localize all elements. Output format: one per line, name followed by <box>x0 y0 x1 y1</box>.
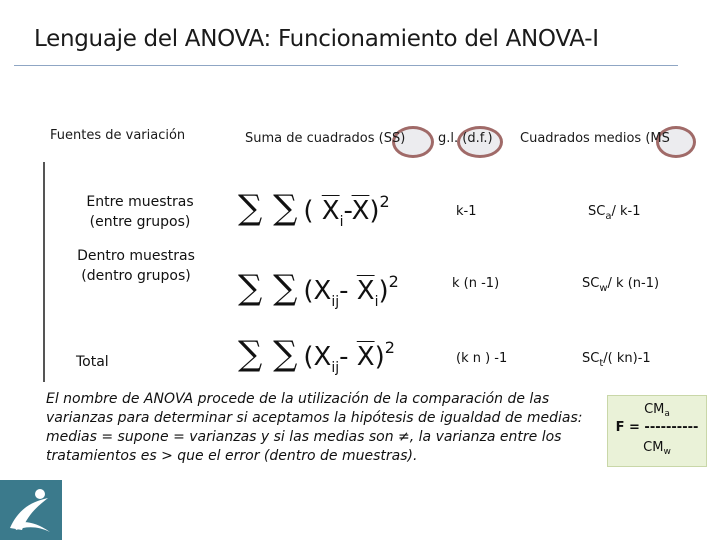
double-sum-symbol: ∑ ∑ <box>238 268 298 308</box>
ms-text: SC <box>582 276 600 291</box>
f-equals-line: F = ---------- <box>615 420 699 435</box>
formula-dentro <box>238 268 399 310</box>
formula-sub: ij <box>331 294 340 310</box>
formula-exp: 2 <box>384 338 395 357</box>
f-text: CM <box>644 402 665 417</box>
ms-text: / k-1 <box>611 204 641 219</box>
f-text: CM <box>643 440 664 455</box>
formula-sub: i <box>339 214 344 230</box>
title-divider <box>14 65 678 66</box>
formula-part: ) <box>374 342 385 372</box>
formula-part: - <box>339 276 357 306</box>
ms-sub: t <box>599 358 604 369</box>
institution-logo <box>0 480 62 540</box>
leaf-figure-icon <box>0 480 62 540</box>
formula-part: ( <box>303 196 322 226</box>
formula-sub: i <box>374 294 379 310</box>
formula-part: (X <box>303 342 332 372</box>
formula-part: - <box>343 196 352 226</box>
ms-dentro <box>582 276 659 294</box>
f-numerator <box>608 402 706 419</box>
f-sub: a <box>664 409 670 419</box>
row-label-line: Entre muestras <box>86 194 194 210</box>
header-cuadrados-medios: Cuadrados medios (MS <box>520 131 670 146</box>
f-denominator <box>608 440 706 457</box>
df-dentro: k (n -1) <box>452 276 500 291</box>
formula-exp: 2 <box>379 192 390 211</box>
ms-sub: a <box>605 211 612 222</box>
ms-entre <box>588 204 641 222</box>
formula-var: $\overline{X}$ <box>356 342 375 372</box>
df-entre: k-1 <box>456 204 477 219</box>
formula-var: $\overline{X}$ <box>356 276 375 306</box>
row-label-line: (entre grupos) <box>89 214 191 230</box>
header-fuentes: Fuentes de variación <box>50 128 186 143</box>
row-label-entre <box>70 192 210 232</box>
ms-sub: w <box>599 283 608 294</box>
row-label-total: Total <box>76 354 109 370</box>
df-total: (k n ) -1 <box>456 351 508 366</box>
row-label-line: Dentro muestras <box>77 248 195 264</box>
double-sum-symbol: ∑ ∑ <box>238 334 298 374</box>
table-left-border <box>43 162 45 382</box>
page-title: Lenguaje del ANOVA: Funcionamiento del ANOVA-I <box>34 26 599 52</box>
f-sub: w <box>663 447 671 457</box>
formula-var: $\overline{X}$ <box>351 196 370 226</box>
row-label-dentro <box>64 246 208 286</box>
ms-text: / k (n-1) <box>607 276 660 291</box>
formula-var: $\overline{X}$ <box>321 196 340 226</box>
formula-sub: ij <box>331 360 340 376</box>
formula-part: - <box>339 342 357 372</box>
formula-part: ) <box>378 276 389 306</box>
double-sum-symbol: ∑ ∑ <box>238 188 298 228</box>
f-ratio-box <box>607 395 707 467</box>
header-suma-cuadrados: Suma de cuadrados (SS) <box>245 131 406 146</box>
formula-total <box>238 334 395 376</box>
ms-total <box>582 351 651 369</box>
ms-text: /( kn)-1 <box>603 351 651 366</box>
ms-text: SC <box>582 351 600 366</box>
formula-entre <box>238 188 390 230</box>
row-label-line: (dentro grupos) <box>81 268 191 284</box>
formula-part: (X <box>303 276 332 306</box>
formula-part: ) <box>369 196 380 226</box>
header-grados-libertad: g.l. (d.f.) <box>438 131 493 146</box>
formula-exp: 2 <box>388 272 399 291</box>
explanation-paragraph: El nombre de ANOVA procede de la utilización de la comparación de las varianzas para determinar si aceptamos la hipótesis de igualdad de medias: medias = supone = varianzas y si las medias son ≠, la varianza entre los tratamientos es > que el error (dentro de muestras). <box>46 391 583 464</box>
ms-text: SC <box>588 204 606 219</box>
